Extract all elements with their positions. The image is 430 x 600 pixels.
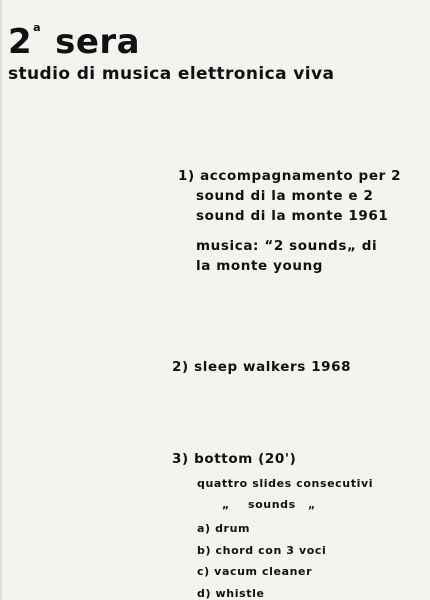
quote-mark-open: „ — [222, 498, 230, 511]
item-1 — [178, 166, 401, 276]
item-1-line-3: sound di la monte 1961 — [196, 208, 389, 224]
list-item: a) drum — [197, 522, 251, 535]
item-3 — [172, 449, 296, 469]
quote-mark-close: „ — [307, 498, 316, 511]
item-1-line-2: sound di la monte e 2 — [196, 188, 374, 204]
evening-heading — [8, 8, 140, 62]
item-3-number: 3) — [172, 451, 189, 467]
studio-subtitle: studio di musica elettronica viva — [8, 64, 335, 84]
evening-word: sera — [55, 22, 141, 62]
item-1-credit-line-2: la monte young — [196, 258, 324, 274]
item-3-quote-word: sounds — [248, 498, 296, 511]
item-1-credit-line-1: musica: “2 sounds„ di — [196, 238, 378, 254]
item-2-number: 2) — [172, 359, 189, 375]
list-item: b) chord con 3 voci — [197, 543, 327, 557]
page-fold-shadow — [0, 0, 3, 600]
item-3-description: quattro slides consecutivi — [197, 477, 374, 490]
item-2-title: sleep walkers 1968 — [194, 359, 352, 375]
item-3-quote-line — [222, 497, 316, 512]
item-3-title: bottom (20') — [194, 451, 297, 467]
item-1-line-1: 1) accompagnamento per 2 — [178, 168, 402, 184]
item-3-parts-list — [197, 518, 326, 600]
item-1-number: 1) — [178, 168, 195, 184]
item-2 — [172, 357, 351, 377]
evening-ordinal: a — [33, 21, 42, 34]
evening-number: 2 — [8, 22, 33, 62]
list-item: c) vacum cleaner — [197, 565, 313, 578]
list-item: d) whistle — [197, 586, 265, 600]
